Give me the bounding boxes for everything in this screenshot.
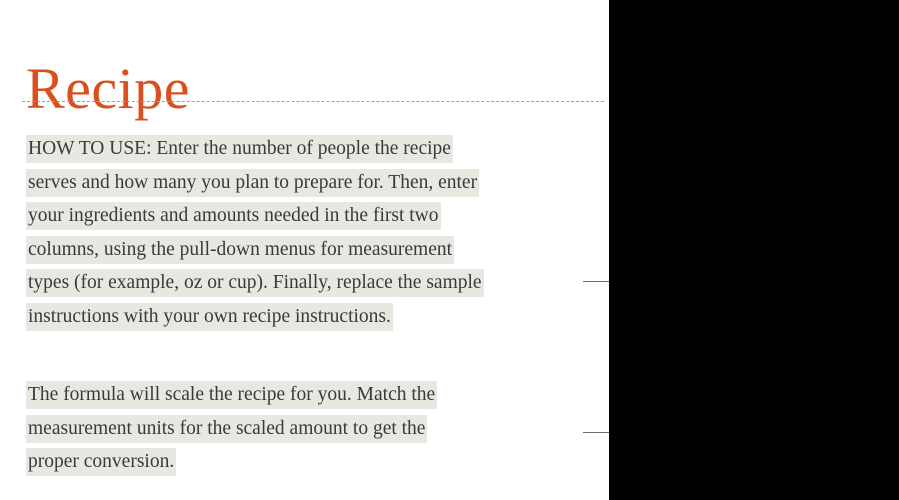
paragraph-line-text: measurement units for the scaled amount to get the [26,415,427,443]
paragraph-line [26,166,586,200]
paragraph-line [26,132,586,166]
right-letterbox-area [609,0,899,500]
paragraph-line [26,378,586,412]
paragraph-line [26,233,586,267]
paragraph-line-text: HOW TO USE: Enter the number of people the recipe [26,135,453,163]
paragraph-line-text: your ingredients and amounts needed in the first two [26,202,441,230]
paragraph-line [26,412,586,446]
formula-note-paragraph [26,378,586,479]
paragraph-line-text: instructions with your own recipe instructions. [26,303,393,331]
paragraph-line-text: types (for example, oz or cup). Finally, replace the sample [26,269,484,297]
paragraph-line [26,445,586,479]
page-title: Recipe [26,55,191,121]
paragraph-line-text: serves and how many you plan to prepare for. Then, enter [26,169,479,197]
how-to-use-paragraph [26,132,586,333]
paragraph-line-text: proper conversion. [26,448,176,476]
title-divider [22,101,604,102]
paragraph-line [26,199,586,233]
paragraph-line-text: columns, using the pull-down menus for measurement [26,236,454,264]
paragraph-line [26,300,586,334]
paragraph-line-text: The formula will scale the recipe for you. Match the [26,381,437,409]
paragraph-line [26,266,586,300]
